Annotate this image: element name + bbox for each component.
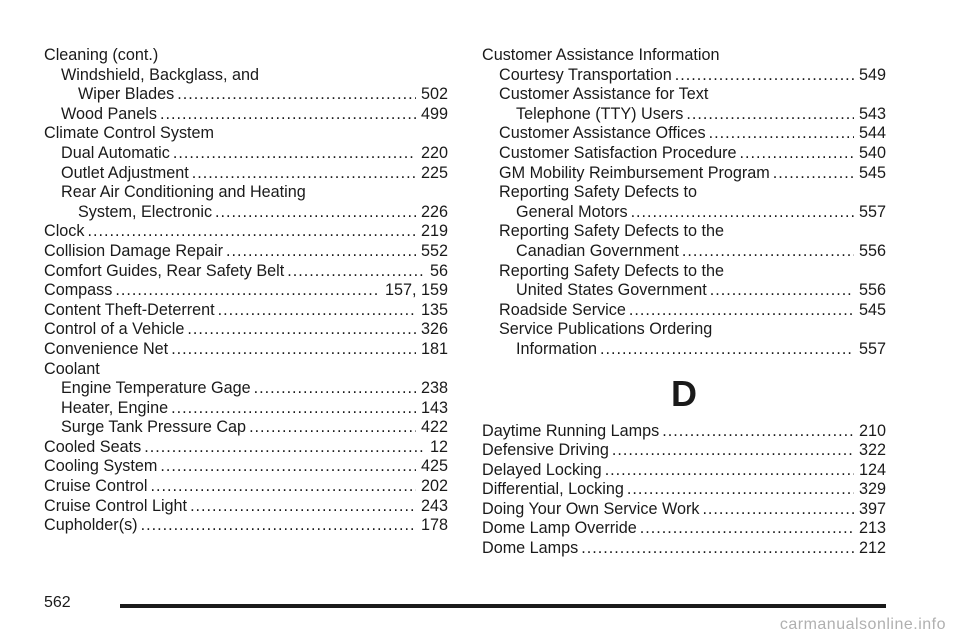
index-entry-page: 544 [858,124,886,143]
index-entry-label: Cruise Control [44,477,148,496]
index-entry [44,497,448,517]
leader-dots [631,203,854,223]
index-entry-page: 543 [858,104,886,123]
leader-dots [709,124,854,144]
index-entry [482,66,886,86]
leader-dots [160,457,416,477]
index-entry [482,441,886,461]
index-entry-page: 213 [858,519,886,538]
index-entry [482,340,886,360]
index-entry-page: 210 [858,421,886,440]
leader-dots [773,164,854,184]
index-entry-label: Customer Assistance Offices [499,124,706,143]
index-entry [482,164,886,184]
index-entry [44,340,448,360]
index-entry [44,105,448,125]
index-entry [44,203,448,223]
index-entry-page: 225 [420,163,448,182]
leader-dots [141,516,416,536]
leader-dots [171,399,416,419]
leader-dots [87,222,416,242]
index-entry-label: Delayed Locking [482,460,602,479]
index-entry-label: Differential, Locking [482,480,624,499]
page-number: 562 [44,594,71,611]
index-entry [482,539,886,559]
index-heading [44,46,448,66]
index-entry-label: Compass [44,281,113,300]
index-heading [44,183,448,203]
index-entry-label: Rear Air Conditioning and Heating [61,183,306,202]
index-entry-page: 243 [420,496,448,515]
leader-dots [192,164,416,184]
leader-dots [287,262,425,282]
index-entry-label: Daytime Running Lamps [482,421,660,440]
index-entry [482,422,886,442]
leader-dots [675,66,854,86]
index-entry-label: Doing Your Own Service Work [482,499,700,518]
leader-dots [600,340,854,360]
index-entry-page: 181 [420,339,448,358]
leader-dots [581,539,854,559]
index-entry [44,457,448,477]
index-entry-label: Comfort Guides, Rear Safety Belt [44,261,285,280]
index-heading [482,222,886,242]
index-entry-label: Collision Damage Repair [44,241,224,260]
index-entry [44,242,448,262]
index-entry-page: 157, 159 [384,281,448,300]
index-entry-page: 322 [858,441,886,460]
index-entry-label: Defensive Driving [482,441,609,460]
index-entry-label: Wiper Blades [78,85,175,104]
index-entry-page: 556 [858,241,886,260]
index-entry [482,105,886,125]
index-heading [44,124,448,144]
leader-dots [144,438,425,458]
leader-dots [254,379,416,399]
index-entry-page: 135 [420,300,448,319]
index-entry-page: 226 [420,202,448,221]
index-entry-label: Convenience Net [44,339,169,358]
index-entry-page: 56 [429,261,448,280]
leader-dots [115,281,380,301]
leader-dots [187,320,416,340]
index-entry-label: Cooling System [44,457,158,476]
index-entry-label: Customer Satisfaction Procedure [499,143,737,162]
index-entry-label: GM Mobility Reimbursement Program [499,163,770,182]
index-left-column [44,46,448,536]
leader-dots [177,85,416,105]
index-entry-page: 212 [858,539,886,558]
index-entry [482,480,886,500]
leader-dots [171,340,416,360]
index-entry-label: Control of a Vehicle [44,320,185,339]
index-entry [44,222,448,242]
index-entry-label: Cupholder(s) [44,516,138,535]
index-entry-label: Courtesy Transportation [499,65,672,84]
index-entry-label: Reporting Safety Defects to the [499,261,724,280]
index-entry-label: System, Electronic [78,202,213,221]
index-entry-label: United States Government [516,281,707,300]
index-entry [44,262,448,282]
index-entry-page: 220 [420,143,448,162]
index-entry [482,281,886,301]
leader-dots [612,441,854,461]
index-entry-page: 238 [420,379,448,398]
index-entry-label: Canadian Government [516,241,679,260]
index-entry [44,281,448,301]
index-entry-label: Surge Tank Pressure Cap [61,418,247,437]
index-entry-page: 219 [420,222,448,241]
footer-rule [120,604,886,608]
index-entry-label: Engine Temperature Gage [61,379,251,398]
index-entry-label: Reporting Safety Defects to [499,183,697,202]
index-entry-label: Information [516,339,597,358]
index-entry-page: 425 [420,457,448,476]
index-entry [44,301,448,321]
index-entry [482,301,886,321]
index-entry-page: 545 [858,163,886,182]
index-entry-page: 502 [420,85,448,104]
index-entry-page: 422 [420,418,448,437]
index-entry [44,379,448,399]
index-entry-label: Cleaning (cont.) [44,46,159,64]
leader-dots [605,461,854,481]
index-entry-page: 143 [420,398,448,417]
leader-dots [226,242,416,262]
index-entry [482,519,886,539]
index-entry [482,144,886,164]
index-entry-page: 557 [858,202,886,221]
index-entry-page: 552 [420,241,448,260]
index-heading [482,320,886,340]
leader-dots [249,418,416,438]
index-entry-label: Service Publications Ordering [499,320,713,339]
index-entry-label: Customer Assistance for Text [499,85,709,104]
index-entry [44,418,448,438]
leader-dots [160,105,416,125]
index-heading [44,66,448,86]
index-entry-page: 178 [420,516,448,535]
index-entry-page: 545 [858,300,886,319]
index-entry-label: Cooled Seats [44,437,142,456]
index-entry [44,477,448,497]
index-entry [44,320,448,340]
index-entry-page: 202 [420,477,448,496]
index-heading [482,183,886,203]
section-letter-d: D [671,372,697,414]
leader-dots [215,203,416,223]
index-entry-page: 12 [429,437,448,456]
leader-dots [150,477,416,497]
index-heading [482,262,886,282]
leader-dots [686,105,854,125]
index-entry [482,203,886,223]
index-entry-label: Dome Lamp Override [482,519,637,538]
leader-dots [629,301,854,321]
index-entry [44,85,448,105]
index-entry [44,144,448,164]
d-section-list [482,422,886,559]
index-entry [44,438,448,458]
index-entry-page: 549 [858,65,886,84]
index-entry-page: 326 [420,320,448,339]
index-entry-page: 540 [858,143,886,162]
watermark-text: carmanualsonline.info [779,616,946,633]
index-entry-page: 329 [858,480,886,499]
index-entry [44,516,448,536]
index-entry-label: Customer Assistance Information [482,46,720,64]
index-entry-label: Content Theft-Deterrent [44,300,215,319]
index-entry-page: 557 [858,339,886,358]
index-entry-label: Roadside Service [499,300,626,319]
leader-dots [190,497,416,517]
leader-dots [218,301,416,321]
leader-dots [627,480,854,500]
index-entry [482,242,886,262]
leader-dots [662,422,854,442]
index-entry [482,124,886,144]
index-entry-label: Reporting Safety Defects to the [499,222,724,241]
index-entry-label: Wood Panels [61,104,157,123]
index-right-column [482,46,886,559]
customer-assistance-list [482,46,886,360]
leader-dots [682,242,854,262]
leader-dots [740,144,854,164]
index-entry-label: Outlet Adjustment [61,163,189,182]
index-entry-label: Dual Automatic [61,143,170,162]
index-entry-label: Coolant [44,359,100,378]
index-heading [44,360,448,380]
index-entry-label: Climate Control System [44,124,215,143]
leader-dots [173,144,416,164]
index-entry-page: 499 [420,104,448,123]
index-entry-page: 124 [858,460,886,479]
index-entry-label: Windshield, Backglass, and [61,65,259,84]
leader-dots [710,281,854,301]
index-entry-label: Cruise Control Light [44,496,188,515]
index-entry-page: 556 [858,281,886,300]
index-entry-label: Dome Lamps [482,539,579,558]
index-entry [44,399,448,419]
index-entry-label: Clock [44,222,85,241]
index-entry [482,461,886,481]
index-entry [44,164,448,184]
index-entry-label: Heater, Engine [61,398,169,417]
leader-dots [702,500,854,520]
index-heading [482,85,886,105]
leader-dots [640,519,854,539]
index-entry-label: General Motors [516,202,628,221]
index-entry [482,500,886,520]
index-entry-label: Telephone (TTY) Users [516,104,684,123]
index-entry-page: 397 [858,499,886,518]
index-heading [482,46,886,66]
